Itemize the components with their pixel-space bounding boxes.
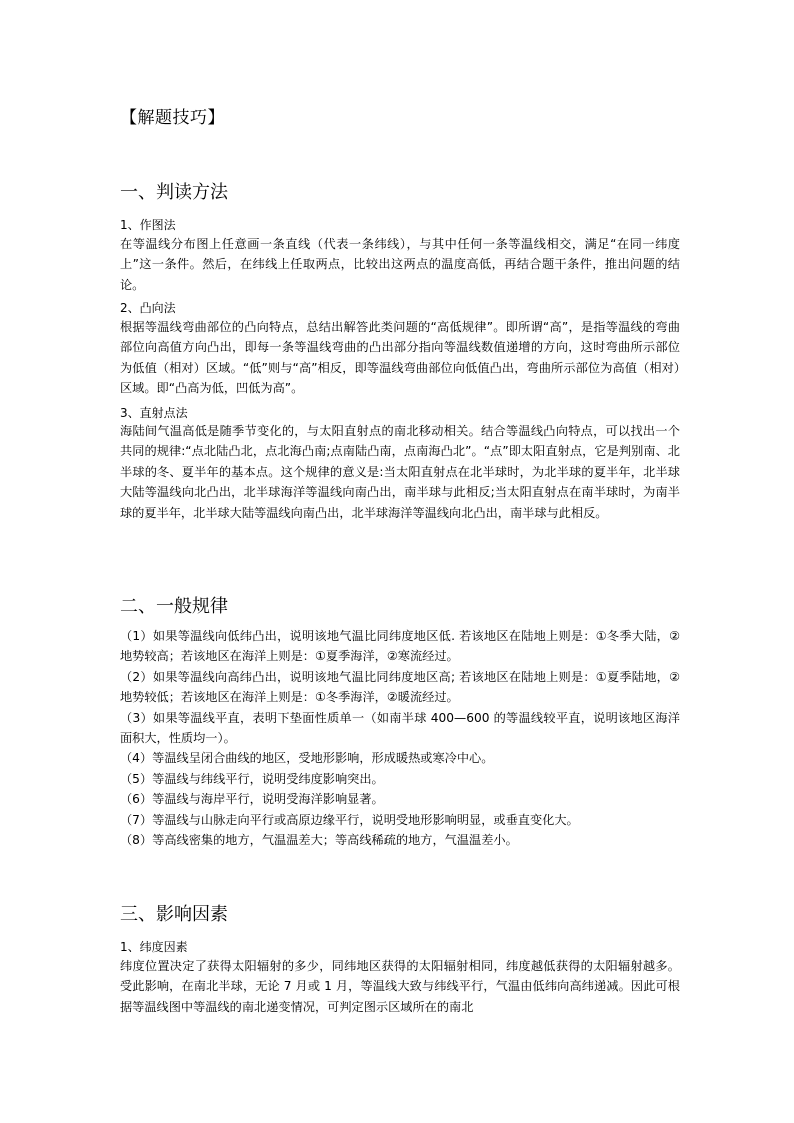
document-title: 【解题技巧】	[120, 108, 225, 128]
paragraph-drawing-method: 在等温线分布图上任意画一条直线（代表一条纬线），与其中任何一条等温线相交，满足“在同一纬度上”这一条件。然后，在纬线上任取两点，比较出这两点的温度高低，再结合题干条件，推出问题的结论。	[120, 237, 680, 292]
list-item: （6）等温线与海岸平行，说明受海洋影响显著。	[120, 792, 384, 807]
list-item: （4）等温线呈闭合曲线的地区，受地形影响，形成暖热或寒冷中心。	[120, 751, 494, 766]
section-heading-general-rules: 二、一般规律	[120, 596, 228, 617]
list-item: （3）如果等温线平直，表明下垫面性质单一（如南半球 400—600 的等温线较平直，说明该地区海洋面积大，性质均一）。	[120, 710, 680, 746]
subsection-title-latitude-factor: 1、纬度因素	[120, 940, 188, 954]
paragraph-direct-point-method: 海陆间气温高低是随季节变化的，与太阳直射点的南北移动相关。结合等温线凸向特点，可以找出一个共同的规律:“点北陆凸北，点北海凸南;点南陆凸南，点南海凸北”。“点”即太阳直射点，它是判别南、北半球的冬、夏半年的基本点。这个规律的意义是:当太阳直射点在北半球时，为北半球的夏半年，北半球大陆等温线向北凸出，北半球海洋等温线向南凸出，南半球与此相反;当太阳直射点在南半球时，为南半球的夏半年，北半球大陆等温线向南凸出，北半球海洋等温线向北凸出，南半球与此相反。	[120, 424, 680, 520]
list-item: （8）等高线密集的地方，气温温差大；等高线稀疏的地方，气温温差小。	[120, 833, 518, 848]
general-rules-list	[120, 626, 680, 850]
list-item: （1）如果等温线向低纬凸出，说明该地气温比同纬度地区低. 若该地区在陆地上则是：①冬季大陆，②地势较高；若该地区在海洋上则是：①夏季海洋，②寒流经过。	[120, 629, 680, 664]
paragraph-latitude-factor: 纬度位置决定了获得太阳辐射的多少，同纬地区获得的太阳辐射相同，纬度越低获得的太阳辐射越多。受此影响，在南北半球，无论 7 月或 1 月，等温线大致与纬线平行，气温由低纬向高纬递减。因此可根据等温线图中等温线的南北递变情况，可判定图示区域所在的南北	[120, 959, 680, 1014]
subsection-title-drawing-method: 1、作图法	[120, 218, 176, 232]
list-item: （7）等温线与山脉走向平行或高原边缘平行，说明受地形影响明显，或垂直变化大。	[120, 812, 579, 827]
paragraph-convex-method: 根据等温线弯曲部位的凸向特点，总结出解答此类问题的“高低规律”。即所谓“高”，是指等温线的弯曲部位向高值方向凸出，即每一条等温线弯曲的凸出部分指向等温线数值递增的方向，这时弯曲所示部位为低值（相对）区域。“低”则与“高”相反，即等温线弯曲部位向低值凸出，弯曲所示部位为高值（相对）区域。即“凸高为低，凹低为高”。	[120, 320, 680, 396]
section-heading-judgment-methods: 一、判读方法	[120, 182, 228, 203]
section-heading-influencing-factors: 三、影响因素	[120, 904, 228, 925]
list-item: （2）如果等温线向高纬凸出，说明该地气温比同纬度地区高; 若该地区在陆地上则是：①夏季陆地，②地势较低；若该地区在海洋上则是：①冬季海洋，②暖流经过。	[120, 669, 680, 705]
subsection-title-direct-point-method: 3、直射点法	[120, 406, 188, 420]
subsection-title-convex-method: 2、凸向法	[120, 301, 176, 315]
list-item: （5）等温线与纬线平行，说明受纬度影响突出。	[120, 771, 384, 786]
